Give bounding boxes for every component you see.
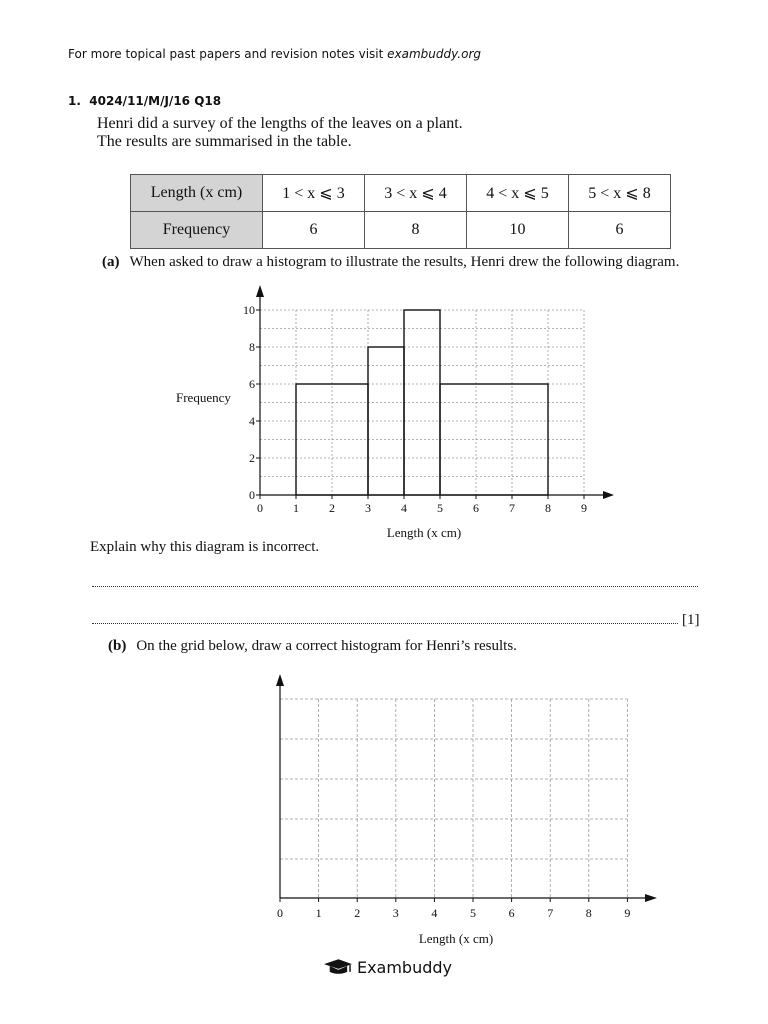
- table-header-frequency: Frequency: [131, 212, 263, 249]
- x-axis-label: Length (x cm): [386, 525, 462, 540]
- part-a-text: When asked to draw a histogram to illustrate the results, Henri drew the following diagram.: [129, 254, 680, 270]
- x-tick-label: 1: [293, 501, 299, 515]
- x-tick-label: 6: [473, 501, 479, 515]
- y-tick-label: 6: [249, 377, 255, 391]
- y-tick-label: 8: [249, 340, 255, 354]
- table-header-length: Length (x cm): [131, 175, 263, 212]
- part-a-prompt: Explain why this diagram is incorrect.: [90, 539, 320, 555]
- table-cell-interval: 5 < x ⩽ 8: [569, 175, 671, 212]
- table-cell-frequency: 6: [263, 212, 365, 249]
- footer-logo: [322, 955, 452, 979]
- intro-line-1: Henri did a survey of the lengths of the leaves on a plant.: [97, 115, 463, 132]
- x-tick-label: 6: [508, 906, 515, 920]
- table-cell-interval: 1 < x ⩽ 3: [263, 175, 365, 212]
- graduation-cap-icon: [322, 957, 353, 977]
- table-cell-frequency: 10: [467, 212, 569, 249]
- intro-line-2: The results are summarised in the table.: [97, 133, 352, 150]
- x-tick-label: 4: [401, 501, 407, 515]
- table-cell-frequency: 6: [569, 212, 671, 249]
- footer-brand: Exambuddy: [356, 957, 452, 977]
- header-prefix: For more topical past papers and revision notes visit: [68, 47, 388, 61]
- part-a-label: (a): [102, 254, 120, 270]
- x-tick-label: 3: [392, 906, 399, 920]
- y-tick-label: 10: [243, 303, 255, 317]
- y-tick-label: 2: [249, 451, 255, 465]
- x-axis-label: Length (x cm): [418, 931, 494, 946]
- header-site-link[interactable]: exambuddy.org: [387, 47, 482, 61]
- part-b-label: (b): [108, 638, 127, 654]
- part-b-text: On the grid below, draw a correct histogram for Henri’s results.: [136, 638, 517, 654]
- question-number: 1.: [68, 94, 81, 108]
- table-cell-interval: 4 < x ⩽ 5: [467, 175, 569, 212]
- y-axis-label: Frequency: [176, 390, 231, 405]
- y-tick-label: 0: [249, 488, 255, 502]
- x-tick-label: 2: [354, 906, 361, 920]
- table-cell-interval: 3 < x ⩽ 4: [365, 175, 467, 212]
- x-tick-label: 0: [277, 906, 283, 920]
- x-tick-label: 5: [470, 906, 476, 920]
- x-tick-label: 7: [509, 501, 515, 515]
- x-tick-label: 2: [329, 501, 335, 515]
- x-tick-label: 4: [431, 906, 438, 920]
- x-tick-label: 5: [437, 501, 443, 515]
- y-tick-label: 4: [249, 414, 255, 428]
- x-tick-label: 8: [545, 501, 551, 515]
- x-tick-label: 3: [365, 501, 371, 515]
- marks-label: [1]: [682, 612, 700, 628]
- x-tick-label: 1: [315, 906, 322, 920]
- x-tick-label: 9: [581, 501, 587, 515]
- y-axis-arrow: [276, 674, 284, 686]
- x-tick-label: 9: [624, 906, 631, 920]
- x-tick-label: 0: [257, 501, 263, 515]
- question-code: 4024/11/M/J/16 Q18: [89, 94, 222, 108]
- x-tick-label: 7: [547, 906, 554, 920]
- x-axis-arrow: [645, 894, 657, 902]
- table-cell-frequency: 8: [365, 212, 467, 249]
- x-tick-label: 8: [585, 906, 592, 920]
